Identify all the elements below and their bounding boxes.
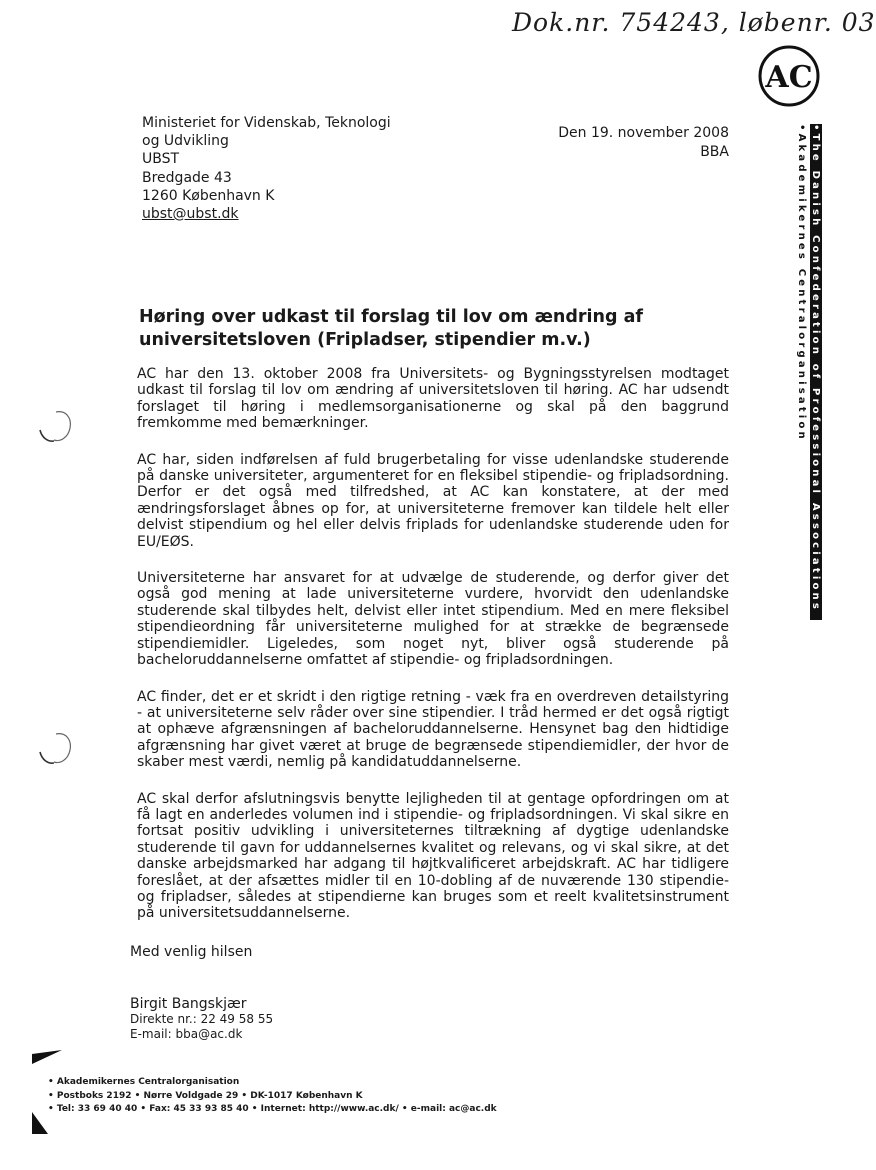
address-line: Bredgade 43 [142, 169, 232, 186]
body-paragraph: AC skal derfor afslutningsvis benytte lejligheden til at gentage opfordringen om at få lagt en anderledes volumen ind i stipendie- og fripladsordningen. Vi skal sikre en fortsat positiv udvikling i universiteternes tiltrækning af dygtige udenlandske studerende til gavn for uddannelsernes kvalitet og relevans, og vi skal sikre, at det danske arbejdsmarked har adgang til højtkvalificeret arbejdskraft. AC har tidligere foreslået, at der afsættes midler til en 10-dobling af de nuværende 130 stipendie- og fripladser, således at stipendierne kan bruges som et reelt kvalitetsinstrument på universitetsuddannelserne. [137, 790, 729, 922]
punch-hole-mark [36, 730, 74, 770]
footer-line: • Akademikernes Centralorganisation [48, 1077, 240, 1087]
address-line: UBST [142, 151, 180, 168]
punch-hole-mark [36, 408, 74, 448]
address-line: og Udvikling [142, 133, 229, 150]
sender-initials: BBA [700, 144, 729, 160]
address-line: Ministeriet for Videnskab, Teknologi [142, 115, 391, 131]
signatory-name: Birgit Bangskjær [130, 996, 247, 1012]
corner-mark-bottom [30, 1112, 50, 1134]
footer-line: • Tel: 33 69 40 40 • Fax: 45 33 93 85 40 • Internet: http://www.ac.dk/ • e-mail: ac@ac.dk [48, 1104, 497, 1114]
organisation-side-strip [792, 124, 822, 620]
recipient-address [142, 114, 391, 223]
recipient-email-link[interactable]: ubst@ubst.dk [142, 206, 239, 223]
footer-line: • Postboks 2192 • Nørre Voldgade 29 • DK-1017 København K [48, 1090, 363, 1101]
date-block [558, 124, 729, 162]
letter-body [137, 366, 729, 942]
signatory-email: E-mail: bba@ac.dk [130, 1027, 243, 1041]
letter-heading: Høring over udkast til forslag til lov om ændring af universitetsloven (Fripladser, stipendier m.v.) [139, 307, 644, 350]
letter-footer [48, 1076, 497, 1117]
body-paragraph: AC finder, det er et skridt i den rigtige retning - væk fra en overdreven detailstyring - at universiteterne selv råder over sine stipendier. I tråd hermed er det også rigtigt at ophæve afgrænsningen af bacheloruddannelserne. Hensynet bag den hidtidige afgrænsning har givet været at bruge de begrænsede stipendiemidler, der hvor de skaber mest værdi, nemlig på kandidatuddannelserne. [137, 688, 729, 771]
body-paragraph: AC har den 13. oktober 2008 fra Universitets- og Bygningsstyrelsen modtaget udkast til forslag til lov om ændring af universitetsloven til høring. AC har udsendt forslaget til høring i medlemsorganisationerne og skal på den baggrund fremkomme med bemærkninger. [137, 366, 729, 432]
letter-date: Den 19. november 2008 [558, 125, 729, 141]
body-paragraph: AC har, siden indførelsen af fuld brugerbetaling for visse udenlandske studerende på danske universiteter, argumenteret for en fleksibel stipendie- og fripladsordning. Derfor er det også med tilfredshed, at AC kan konstatere, at der med ændringsforslaget åbnes op for, at universiteterne fremover kan tildele helt eller delvist stipendium og hel eller delvis friplads for udenlandske studerende uden for EU/EØS. [137, 451, 729, 550]
logo-text: AC [765, 60, 813, 95]
document-reference-handwritten: Dok.nr. 754243, løbenr. 03 [512, 8, 876, 37]
side-strip-line-english: •The Danish Confederation of Professional Associations [810, 124, 821, 613]
side-strip-line-danish: •Akademikernes Centralorganisation [796, 124, 807, 442]
closing-greeting: Med venlig hilsen [130, 944, 253, 960]
signature-block [130, 996, 273, 1042]
address-line: 1260 København K [142, 187, 275, 204]
ac-logo [757, 44, 821, 108]
body-paragraph: Universiteterne har ansvaret for at udvælge de studerende, og derfor giver det også god mening at lade universiteterne vurdere, hvorvidt den udenlandske studerende skal tilbydes helt, delvist eller intet stipendium. Med en mere fleksibel stipendieordning får universiteterne mulighed for at strække de begrænsede stipendiemidler. Ligeledes, som noget nyt, bliver også studerende på bacheloruddannelserne omfattet af stipendie- og fripladsordningen. [137, 570, 729, 669]
signatory-phone: Direkte nr.: 22 49 58 55 [130, 1012, 274, 1026]
